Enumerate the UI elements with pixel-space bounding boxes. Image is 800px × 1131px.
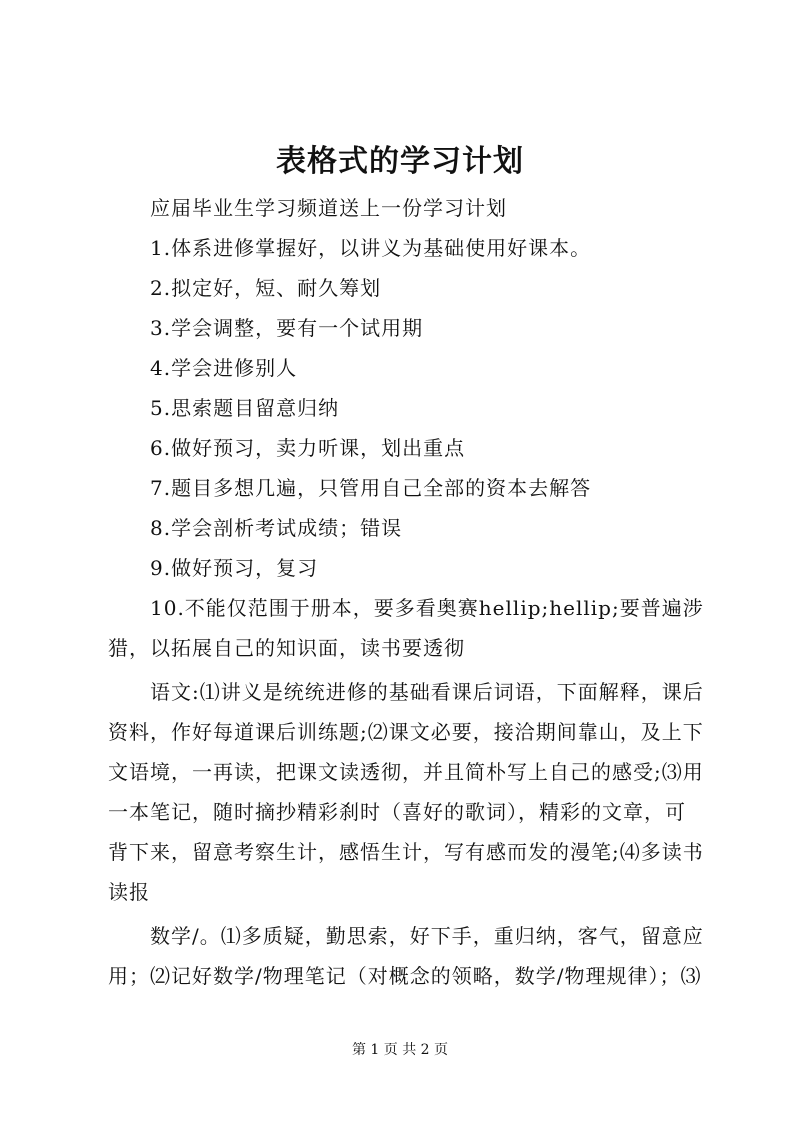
list-item: 10.不能仅范围于册本，要多看奥赛hellip;hellip;要普遍涉猎，以拓展自己的知识面，读书要透彻 [108, 596, 704, 660]
list-item: 7.题目多想几遍，只管用自己全部的资本去解答 [150, 476, 592, 500]
list-item: 6.做好预习，卖力听课，划出重点 [150, 436, 466, 460]
document-body [108, 188, 704, 996]
page-footer: 第 1 页 共 2 页 [351, 1042, 449, 1058]
paragraph-intro: 应届毕业生学习频道送上一份学习计划 [150, 196, 507, 220]
list-item: 5.思索题目留意归纳 [150, 396, 340, 420]
list-item: 2.拟定好，短、耐久筹划 [150, 276, 382, 300]
list-item: 9.做好预习，复习 [150, 556, 319, 580]
list-item: 8.学会剖析考试成绩；错误 [150, 516, 403, 540]
paragraph-chinese: 语文:⑴讲义是统统进修的基础看课后词语，下面解释，课后资料，作好每道课后训练题;⑵课文必要，接洽期间靠山，及上下文语境，一再读，把课文读透彻，并且简朴写上自己的感受;⑶用一本笔记，随时摘抄精彩刹时（喜好的歌词），精彩的文章，可背下来，留意考察生计，感悟生计，写有感而发的漫笔;⑷多读书读报 [108, 680, 704, 904]
paragraph-math: 数学/。⑴多质疑，勤思索，好下手，重归纳，客气，留意应用；⑵记好数学/物理笔记（对概念的领略，数学/物理规律）；⑶ [108, 924, 704, 988]
list-item: 1.体系进修掌握好，以讲义为基础使用好课本。 [150, 236, 592, 260]
list-item: 4.学会进修别人 [150, 356, 298, 380]
document-title: 表格式的学习计划 [276, 144, 524, 179]
list-item: 3.学会调整，要有一个试用期 [150, 316, 424, 340]
